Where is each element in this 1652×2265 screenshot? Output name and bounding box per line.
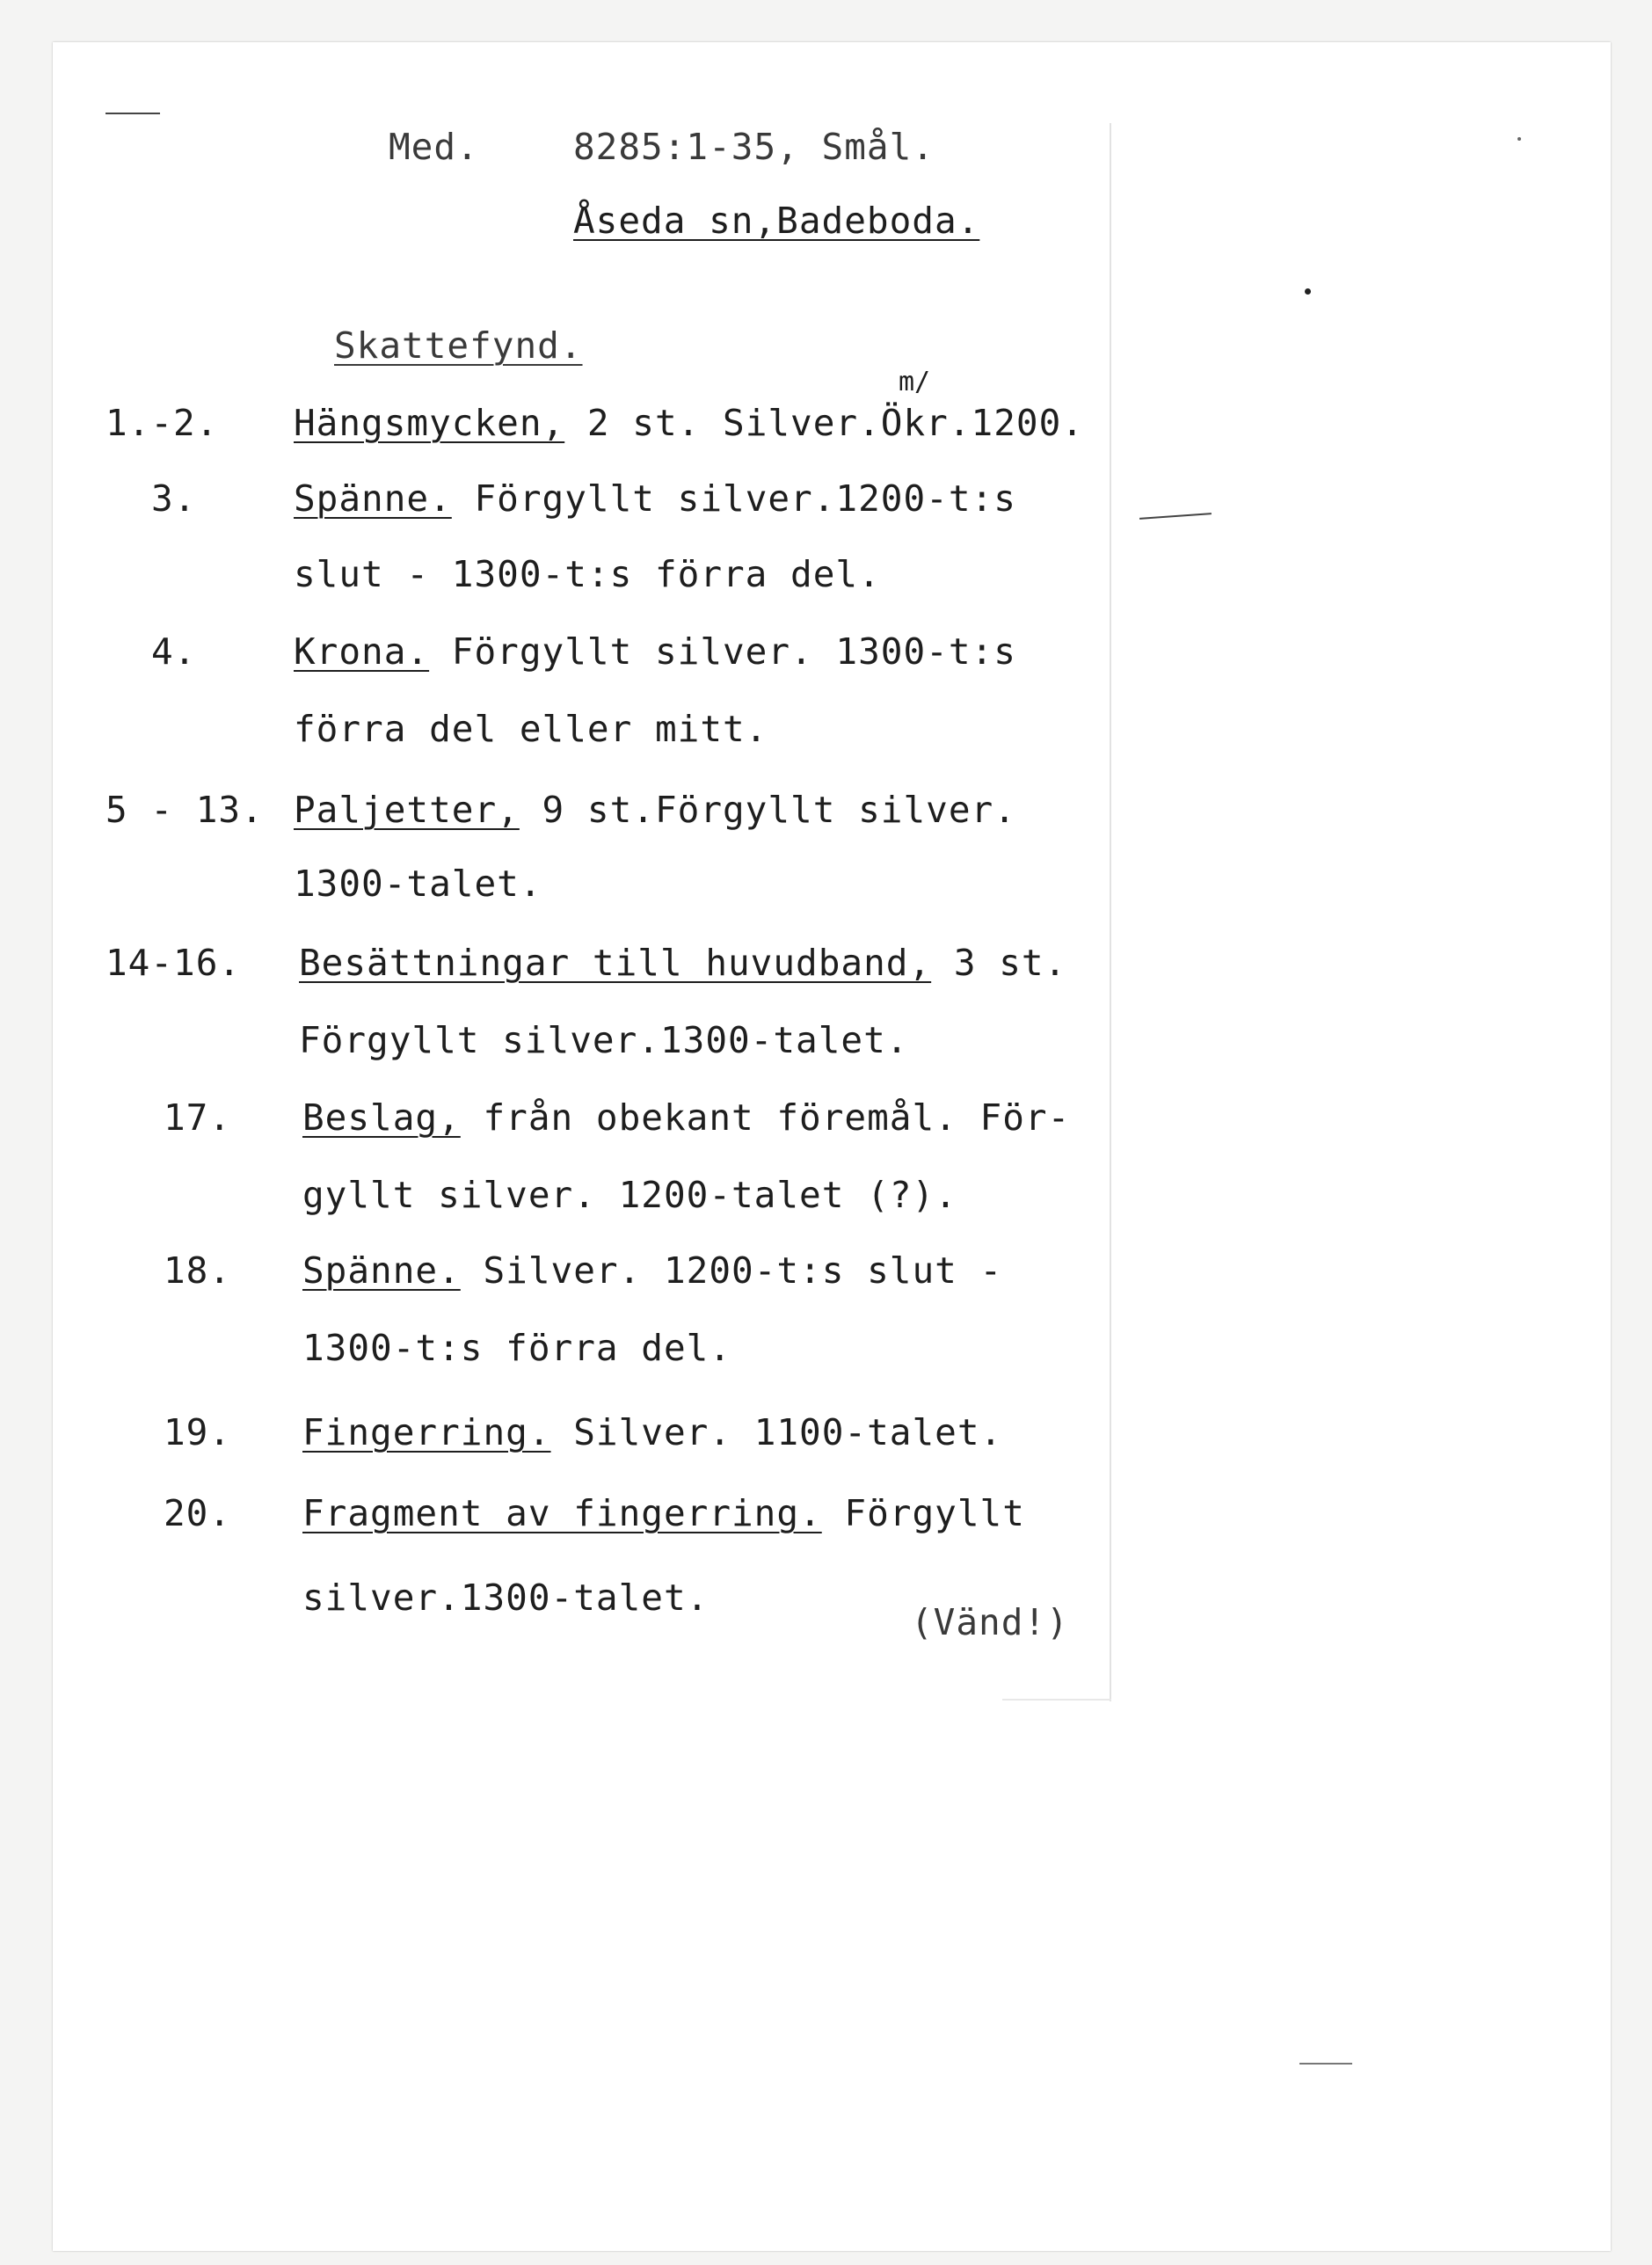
entry-line [299,941,1066,985]
entry-description: Silver. 1200-t:s slut - [460,1249,1003,1292]
entry-number: 18. [164,1249,232,1292]
entry-continuation: förra del eller mitt. [294,708,768,750]
scan-dot-small [1517,137,1521,141]
entry-number: 19. [164,1411,232,1453]
entry-superscript: m/ [899,367,931,397]
entry-continuation: gyllt silver. 1200-talet (?). [302,1174,957,1216]
entry-number: 20. [164,1492,232,1534]
entry-description: från obekant föremål. För- [460,1096,1071,1139]
card-right-edge [1110,123,1111,1701]
entry-continuation: 1300-talet. [294,863,542,905]
entry-line [294,630,1016,674]
entry-name: Besättningar till huvudband, [299,942,932,984]
entry-line [302,1491,1025,1535]
entry-line [294,477,1016,521]
entry-number: 3. [151,477,197,520]
scan-mark-bottom-right [1299,2063,1352,2065]
entry-name: Spänne. [302,1249,461,1292]
entry-description: Förgyllt [821,1492,1025,1534]
entry-description: Silver. 1100-talet. [550,1411,1003,1453]
entry-continuation: Förgyllt silver.1300-talet. [299,1019,909,1061]
paper-sheet [53,42,1611,2251]
entry-line [302,1249,1002,1293]
entry-continuation: slut - 1300-t:s förra del. [294,553,881,595]
entry-description: Förgyllt silver.1200-t:s [451,477,1016,520]
scan-mark-top-left [106,113,160,114]
card-bottom-edge [1002,1699,1111,1701]
entry-number: 5 - 13. [106,789,264,831]
header-col-label: Med. [389,126,479,168]
header-catalog-number: 8285:1-35, Smål. [573,126,935,168]
entry-name: Fragment av fingerring. [302,1492,822,1534]
entry-name: Fingerring. [302,1411,551,1453]
entry-continuation: silver.1300-talet. [302,1577,710,1619]
entry-description: 9 st.Förgyllt silver. [519,789,1016,831]
scan-dot [1305,288,1311,295]
entry-line [294,401,1084,445]
entry-name: Krona. [294,630,430,673]
turn-over-note: (Vänd!) [911,1601,1069,1643]
header-location: Åseda sn,Badeboda. [573,200,980,242]
entry-name: Beslag, [302,1096,461,1139]
entry-line [294,788,1016,832]
entry-description: 2 st. Silver.Ökr.1200. [564,402,1084,444]
entry-name: Paljetter, [294,789,520,831]
entry-name: Spänne. [294,477,452,520]
entry-number: 1.-2. [106,402,219,444]
entry-line [302,1410,1002,1454]
entry-number: 4. [151,630,197,673]
entry-number: 17. [164,1096,232,1139]
entry-description: 3 st. [931,942,1067,984]
entry-line [302,1096,1070,1140]
entry-name: Hängsmycken, [294,402,565,444]
entry-description: Förgyllt silver. 1300-t:s [429,630,1016,673]
entry-number: 14-16. [106,942,242,984]
entry-continuation: 1300-t:s förra del. [302,1327,731,1369]
section-title: Skattefynd. [334,324,583,367]
